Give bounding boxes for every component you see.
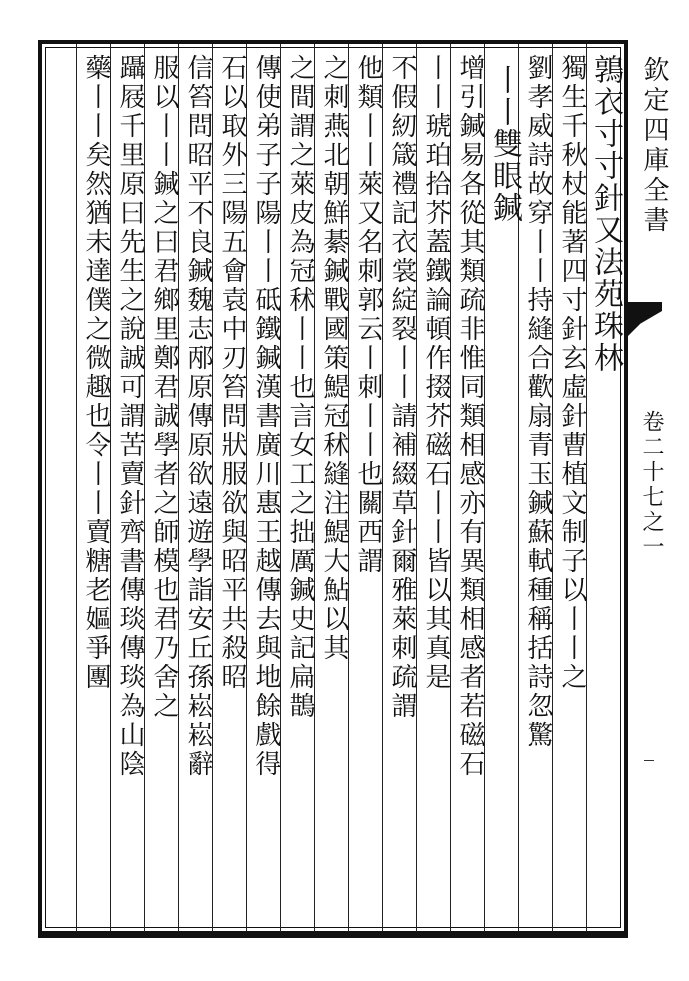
fishtail-mark bbox=[626, 302, 662, 338]
text-column-10: 之間謂之萊皮為冠秫丨丨也言女工之拙厲鍼史記扁鵲 bbox=[285, 54, 315, 721]
margin-tick bbox=[644, 760, 654, 761]
text-column-12: 石以取外三陽五會袁中刃笞問狀服欲與昭平共殺昭 bbox=[217, 54, 247, 692]
margin-divider bbox=[624, 40, 626, 935]
text-column-11: 傳使弟子子陽丨丨砥鐵鍼漢書廣川惠王越傳去與地餘戲得 bbox=[251, 54, 281, 779]
text-column-5: 增引鍼易各從其類疏非惟同類相感亦有異類相感者若磁石 bbox=[455, 54, 485, 779]
text-column-2: 獨生千秋杖能著四寸針玄虛針曹植文制子以丨丨之 bbox=[557, 54, 587, 692]
text-column-16: 藥丨丨矣然猶未達僕之微趣也令丨丨賣糖老嫗爭團 bbox=[81, 54, 111, 692]
bottom-rule bbox=[38, 935, 628, 938]
text-column-1: 鶉衣寸寸針又法苑珠林 bbox=[588, 54, 623, 374]
book-title: 欽定四庫全書 bbox=[639, 56, 669, 236]
text-column-4: 丨丨雙眼鍼 bbox=[487, 64, 522, 224]
text-column-7: 不假紉箴禮記衣裳綻裂丨丨請補綴草針爾雅萊刺疏謂 bbox=[387, 54, 417, 721]
text-column-8: 他類丨丨萊又名刺郭云丨刺丨丨也關西謂 bbox=[353, 54, 383, 576]
text-column-6: 丨丨琥珀拾芥蓋鐵論頓作掇芥磁石丨丨皆以其真是 bbox=[421, 54, 451, 692]
text-column-13: 信笞問昭平不良鍼魏志邴原傳原欲遠遊學詣安丘孫崧崧辭 bbox=[183, 54, 213, 779]
text-column-14: 服以丨丨鍼之曰君鄉里鄭君誠學者之師模也君乃舍之 bbox=[149, 54, 179, 721]
text-column-3: 劉孝威詩故穿丨丨持縫合歡扇青玉鍼蘇軾種稱括詩忽驚 bbox=[523, 54, 553, 750]
volume-label: 卷二十七之一 bbox=[639, 410, 664, 560]
text-column-15: 躡屐千里原曰先生之說誠可謂苦賣針齊書傳琰傳琰為山陰 bbox=[115, 54, 145, 779]
text-column-9: 之刺燕北朝鮮綦鍼戰國策鯷冠秫縫注鯷大鮎以其 bbox=[319, 54, 349, 663]
